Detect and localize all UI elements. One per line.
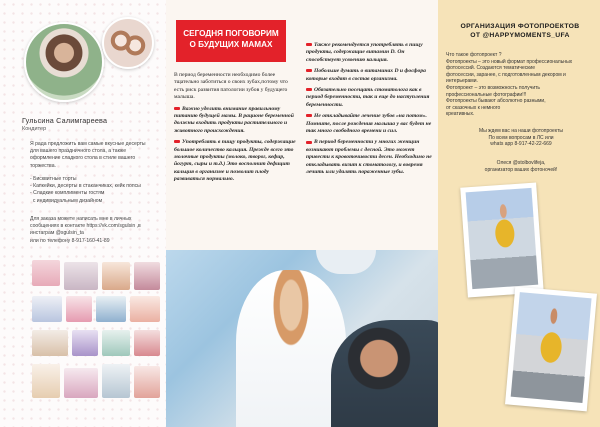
dentist-photo [166,250,438,427]
tip-text: Важно уделить внимание правильному питанию будущей мамы. В рационе беременной должны входить продукты растительного и животного происхождения. [174,105,294,134]
text-line: Фотопроект – это возможность получить [446,84,541,91]
confectioner-name: Гульсина Салимгареева [22,116,108,125]
text-line: фотосессий. Создаются тематические [446,65,535,72]
dessert-photo [134,366,160,398]
text-line: фотосессии, заранее, с подготовленным декором и [446,71,566,78]
text-line: профессиональные фотографии!!! [446,91,527,98]
list-item: - Капкейки, десерты в стаканчиках, кейк попсы [30,183,141,190]
tip-text: Побольше думать о витаминах D и фосфора которые входят в состав организма. [306,68,426,82]
text-line: организатор ваших фотоночей! [484,166,558,173]
text-line: креативных. [446,111,475,118]
product-list [30,176,160,205]
dessert-photo [134,330,160,356]
article-tip [174,106,298,136]
list-item: с индивидуальным дизайном [30,197,103,204]
article-column-1 [174,72,298,188]
intro-text [30,141,160,170]
text-line: Что такое фотопроект ? [446,52,502,58]
intro-line: оформление сладкого стола в стиле вашего [30,155,136,162]
text-line: Мы ждем вас на наши фотопроекты [479,128,563,134]
bullet-icon [306,88,312,91]
dessert-photo [32,260,60,286]
dessert-photo [64,368,98,398]
article-tip [306,68,432,83]
banner-line: СЕГОДНЯ ПОГОВОРИМ [183,29,279,38]
bullet-icon [306,43,312,46]
dessert-photo [72,330,98,356]
cupcakes-photo [102,17,154,69]
confectioner-portrait [24,22,104,102]
dessert-photo [64,262,98,290]
banner-line: О БУДУЩИХ МАМАХ [189,40,273,49]
photoproject-contact [446,128,596,148]
text-line: Олеся @stolbovlifeja, [496,160,546,166]
dental-lamp [316,250,376,274]
contacts-text [30,216,160,245]
photo-image [511,292,592,403]
title-line: ОРГАНИЗАЦИЯ ФОТОПРОЕКТОВ [460,23,580,30]
article-tip [306,87,432,109]
text-line: По всем вопросам в ЛС или [488,134,554,141]
dessert-photo [96,296,126,322]
contact-line: или по телефону 8-917-160-41-89 [30,237,110,244]
tip-text: В период беременности у многих женщин возникают проблемы с десной. Это может привести к кровоточивости десен. Необходимо не откладывать визит к стоматологу, и вовремя лечить или удалять пораженные зубы. [306,139,432,176]
contact-line: Для заказа можете написать мне в личных [30,216,132,222]
patient-figure [331,320,438,427]
text-line: Фотопроекты – это новый формат профессиональных [446,58,573,65]
tip-text: Не откладывайте лечение зубов «на потом». Помните, после рождения малыша у вас будет не так много свободного времени и сил. [306,113,432,135]
bullet-icon [306,114,312,117]
photoproject-photo-2 [505,287,597,412]
bullet-icon [306,141,312,144]
photoproject-description [446,52,596,118]
intro-line: для вашего праздничного стола, а также [30,148,127,155]
title-line: ОТ @HAPPYMOMENTS_UFA [470,32,570,40]
article-column-2 [306,42,432,181]
photoproject-title [446,22,594,41]
list-item: - Бисквитные торты [30,176,77,182]
tip-text: Также рекомендуется употреблять в пищу продукты, содержащие витамин D. Он способствует усвоению кальция. [306,42,423,63]
dessert-photo [32,296,62,322]
dessert-photo [130,296,160,322]
bullet-icon [306,69,312,72]
text-line: от сказочных к немного [446,104,501,111]
photo-image [466,188,539,289]
dessert-photo [102,262,130,290]
dessert-photo [134,262,160,290]
article-banner [176,20,286,62]
dessert-photo [32,364,60,398]
dessert-photo [66,296,92,322]
tip-text: Употреблять в пищу продукты, содержащие большое количество кальция. Прежде всего это молочные продукты (молоко, творог, кефир, йогурт, сыры и т.д.) Это восполнит дефицит кальция в организме и позволит плоду развиваться нормально. [174,139,296,183]
dentist-figure [236,270,346,427]
intro-line: торжества. [30,162,56,169]
article-tip [306,139,432,176]
contact-line: сообщениях в контакте https://vk.com/sgulsin ,в [30,223,141,230]
list-item: - Сладкие комплименты гостям [30,190,105,197]
tip-text: Обязательно посещать стоматолога как в период беременности, так и еще до наступления беременности. [306,87,430,108]
confectioner-role: Кондитер [22,126,47,132]
bullet-icon [174,107,180,110]
text-line: Фотопроекты бывают абсолютно разными, [446,98,546,105]
intro-line: Я рада предложить вам самые вкусные десерты [30,141,146,147]
text-line: интерьерами. [446,78,478,85]
bullet-icon [174,140,180,143]
contact-line: инстаграм @sgulsin_ta [30,230,84,237]
text-line: whats app 8-917-42-22-669 [490,141,552,148]
article-tip [306,113,432,135]
dessert-photo [32,330,68,356]
article-intro: В период беременности необходимо более тщательно заботиться о своих зубах,потому что есть риск развития патологии зубов у будущего малыша. [174,72,288,101]
photoproject-photo-1 [460,182,543,297]
dessert-photo [102,330,130,356]
article-tip [174,139,298,183]
dessert-photo [102,364,130,398]
article-tip [306,42,432,64]
organizer-signature [446,160,596,173]
